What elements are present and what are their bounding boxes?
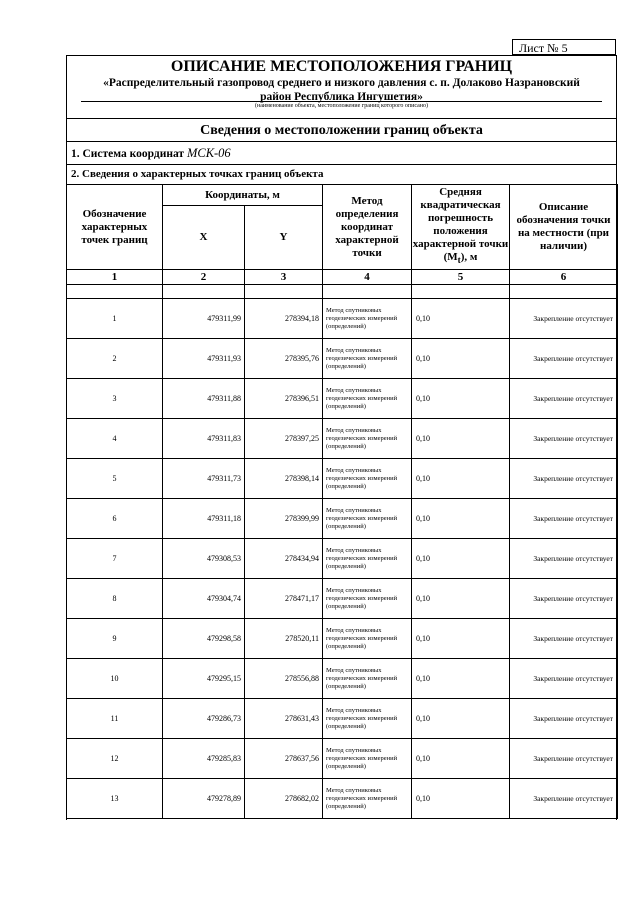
method: Метод спутниковых геодезических измерений (определений) — [323, 299, 412, 339]
point-number: 10 — [67, 659, 163, 699]
points-rows — [67, 299, 618, 819]
coord-y: 278434,94 — [245, 539, 323, 579]
method: Метод спутниковых геодезических измерений (определений) — [323, 379, 412, 419]
point-description: Закрепление отсутствует — [510, 659, 618, 699]
point-description: Закрепление отсутствует — [510, 299, 618, 339]
point-description: Закрепление отсутствует — [510, 579, 618, 619]
coord-y: 278398,14 — [245, 459, 323, 499]
point-description: Закрепление отсутствует — [510, 779, 618, 819]
error-value: 0,10 — [412, 659, 510, 699]
column-numbers-row — [67, 270, 618, 285]
coord-x: 479286,73 — [163, 699, 245, 739]
coordinate-system-label: 1. Система координат — [71, 148, 185, 160]
header-error — [412, 185, 510, 270]
point-description: Закрепление отсутствует — [510, 699, 618, 739]
coord-y: 278397,25 — [245, 419, 323, 459]
point-number: 8 — [67, 579, 163, 619]
document-title: ОПИСАНИЕ МЕСТОПОЛОЖЕНИЯ ГРАНИЦ — [170, 58, 513, 75]
coord-y: 278396,51 — [245, 379, 323, 419]
coord-y: 278631,43 — [245, 699, 323, 739]
point-description: Закрепление отсутствует — [510, 739, 618, 779]
section-title: Сведения о местоположении границ объекта — [67, 118, 616, 141]
table-row — [67, 779, 618, 819]
point-number: 6 — [67, 499, 163, 539]
error-value: 0,10 — [412, 339, 510, 379]
table-row — [67, 379, 618, 419]
point-description: Закрепление отсутствует — [510, 619, 618, 659]
coord-x: 479311,93 — [163, 339, 245, 379]
coord-x: 479278,89 — [163, 779, 245, 819]
header-error-sub: t — [457, 255, 461, 266]
point-description: Закрепление отсутствует — [510, 419, 618, 459]
method: Метод спутниковых геодезических измерений (определений) — [323, 339, 412, 379]
object-name-line-2: район Республика Ингушетия» — [260, 91, 423, 103]
method: Метод спутниковых геодезических измерений (определений) — [323, 659, 412, 699]
header-y: Y — [245, 206, 323, 270]
point-number: 12 — [67, 739, 163, 779]
coordinate-system-value: МСК-06 — [186, 146, 231, 160]
point-number: 1 — [67, 299, 163, 339]
method: Метод спутниковых геодезических измерений (определений) — [323, 459, 412, 499]
header-description: Описание обозначения точки на местности (при наличии) — [510, 185, 618, 270]
coord-y: 278637,56 — [245, 739, 323, 779]
error-value: 0,10 — [412, 419, 510, 459]
header-x: X — [163, 206, 245, 270]
error-value: 0,10 — [412, 779, 510, 819]
coord-y: 278394,18 — [245, 299, 323, 339]
header-designation: Обозначение характерных точек границ — [67, 185, 163, 270]
coord-x: 479304,74 — [163, 579, 245, 619]
coord-x: 479298,58 — [163, 619, 245, 659]
table-row — [67, 299, 618, 339]
point-number: 11 — [67, 699, 163, 739]
column-number: 5 — [412, 270, 510, 285]
coord-x: 479308,53 — [163, 539, 245, 579]
spacer-row — [67, 285, 618, 299]
point-number: 3 — [67, 379, 163, 419]
table-row — [67, 459, 618, 499]
header-method: Метод определения координат характерной точки — [323, 185, 412, 270]
error-value: 0,10 — [412, 379, 510, 419]
coord-x: 479311,73 — [163, 459, 245, 499]
header-coordinates: Координаты, м — [163, 185, 323, 206]
coord-x: 479285,83 — [163, 739, 245, 779]
error-value: 0,10 — [412, 739, 510, 779]
point-number: 4 — [67, 419, 163, 459]
point-number: 2 — [67, 339, 163, 379]
coord-x: 479295,15 — [163, 659, 245, 699]
table-row — [67, 419, 618, 459]
method: Метод спутниковых геодезических измерений (определений) — [323, 499, 412, 539]
point-number: 7 — [67, 539, 163, 579]
table-row — [67, 579, 618, 619]
coord-y: 278520,11 — [245, 619, 323, 659]
point-number: 5 — [67, 459, 163, 499]
column-number: 4 — [323, 270, 412, 285]
point-description: Закрепление отсутствует — [510, 539, 618, 579]
object-name-line-1: «Распределительный газопровод среднего и низкого давления с. п. Долаково Назрановский — [103, 77, 580, 89]
column-number: 6 — [510, 270, 618, 285]
document-header — [67, 56, 616, 118]
coord-x: 479311,99 — [163, 299, 245, 339]
header-error-main: Средняя квадратическая погрешность положения характерной точки (M — [412, 186, 509, 264]
error-value: 0,10 — [412, 499, 510, 539]
method: Метод спутниковых геодезических измерений (определений) — [323, 699, 412, 739]
method: Метод спутниковых геодезических измерений (определений) — [323, 619, 412, 659]
point-description: Закрепление отсутствует — [510, 459, 618, 499]
object-caption: (наименование объекта, местоположение границ которого описано) — [255, 103, 428, 109]
column-number: 2 — [163, 270, 245, 285]
method: Метод спутниковых геодезических измерений (определений) — [323, 539, 412, 579]
error-value: 0,10 — [412, 579, 510, 619]
column-number: 1 — [67, 270, 163, 285]
coord-x: 479311,88 — [163, 379, 245, 419]
coord-y: 278471,17 — [245, 579, 323, 619]
method: Метод спутниковых геодезических измерений (определений) — [323, 739, 412, 779]
coord-y: 278682,02 — [245, 779, 323, 819]
table-row — [67, 499, 618, 539]
table-row — [67, 539, 618, 579]
coord-y: 278399,99 — [245, 499, 323, 539]
point-number: 13 — [67, 779, 163, 819]
error-value: 0,10 — [412, 299, 510, 339]
points-section-title: 2. Сведения о характерных точках границ объекта — [67, 164, 616, 184]
method: Метод спутниковых геодезических измерений (определений) — [323, 779, 412, 819]
header-error-tail: ), м — [460, 251, 478, 264]
method: Метод спутниковых геодезических измерений (определений) — [323, 419, 412, 459]
coordinate-system — [67, 141, 616, 164]
column-number: 3 — [245, 270, 323, 285]
table-row — [67, 619, 618, 659]
table-row — [67, 739, 618, 779]
error-value: 0,10 — [412, 539, 510, 579]
error-value: 0,10 — [412, 459, 510, 499]
table-row — [67, 659, 618, 699]
point-description: Закрепление отсутствует — [510, 379, 618, 419]
sheet-number: Лист № 5 — [512, 39, 616, 55]
method: Метод спутниковых геодезических измерений (определений) — [323, 579, 412, 619]
coord-y: 278395,76 — [245, 339, 323, 379]
error-value: 0,10 — [412, 619, 510, 659]
point-number: 9 — [67, 619, 163, 659]
coord-y: 278556,88 — [245, 659, 323, 699]
point-description: Закрепление отсутствует — [510, 339, 618, 379]
table-row — [67, 339, 618, 379]
table-row — [67, 699, 618, 739]
points-table — [66, 184, 618, 819]
coord-x: 479311,18 — [163, 499, 245, 539]
error-value: 0,10 — [412, 699, 510, 739]
coord-x: 479311,83 — [163, 419, 245, 459]
point-description: Закрепление отсутствует — [510, 499, 618, 539]
